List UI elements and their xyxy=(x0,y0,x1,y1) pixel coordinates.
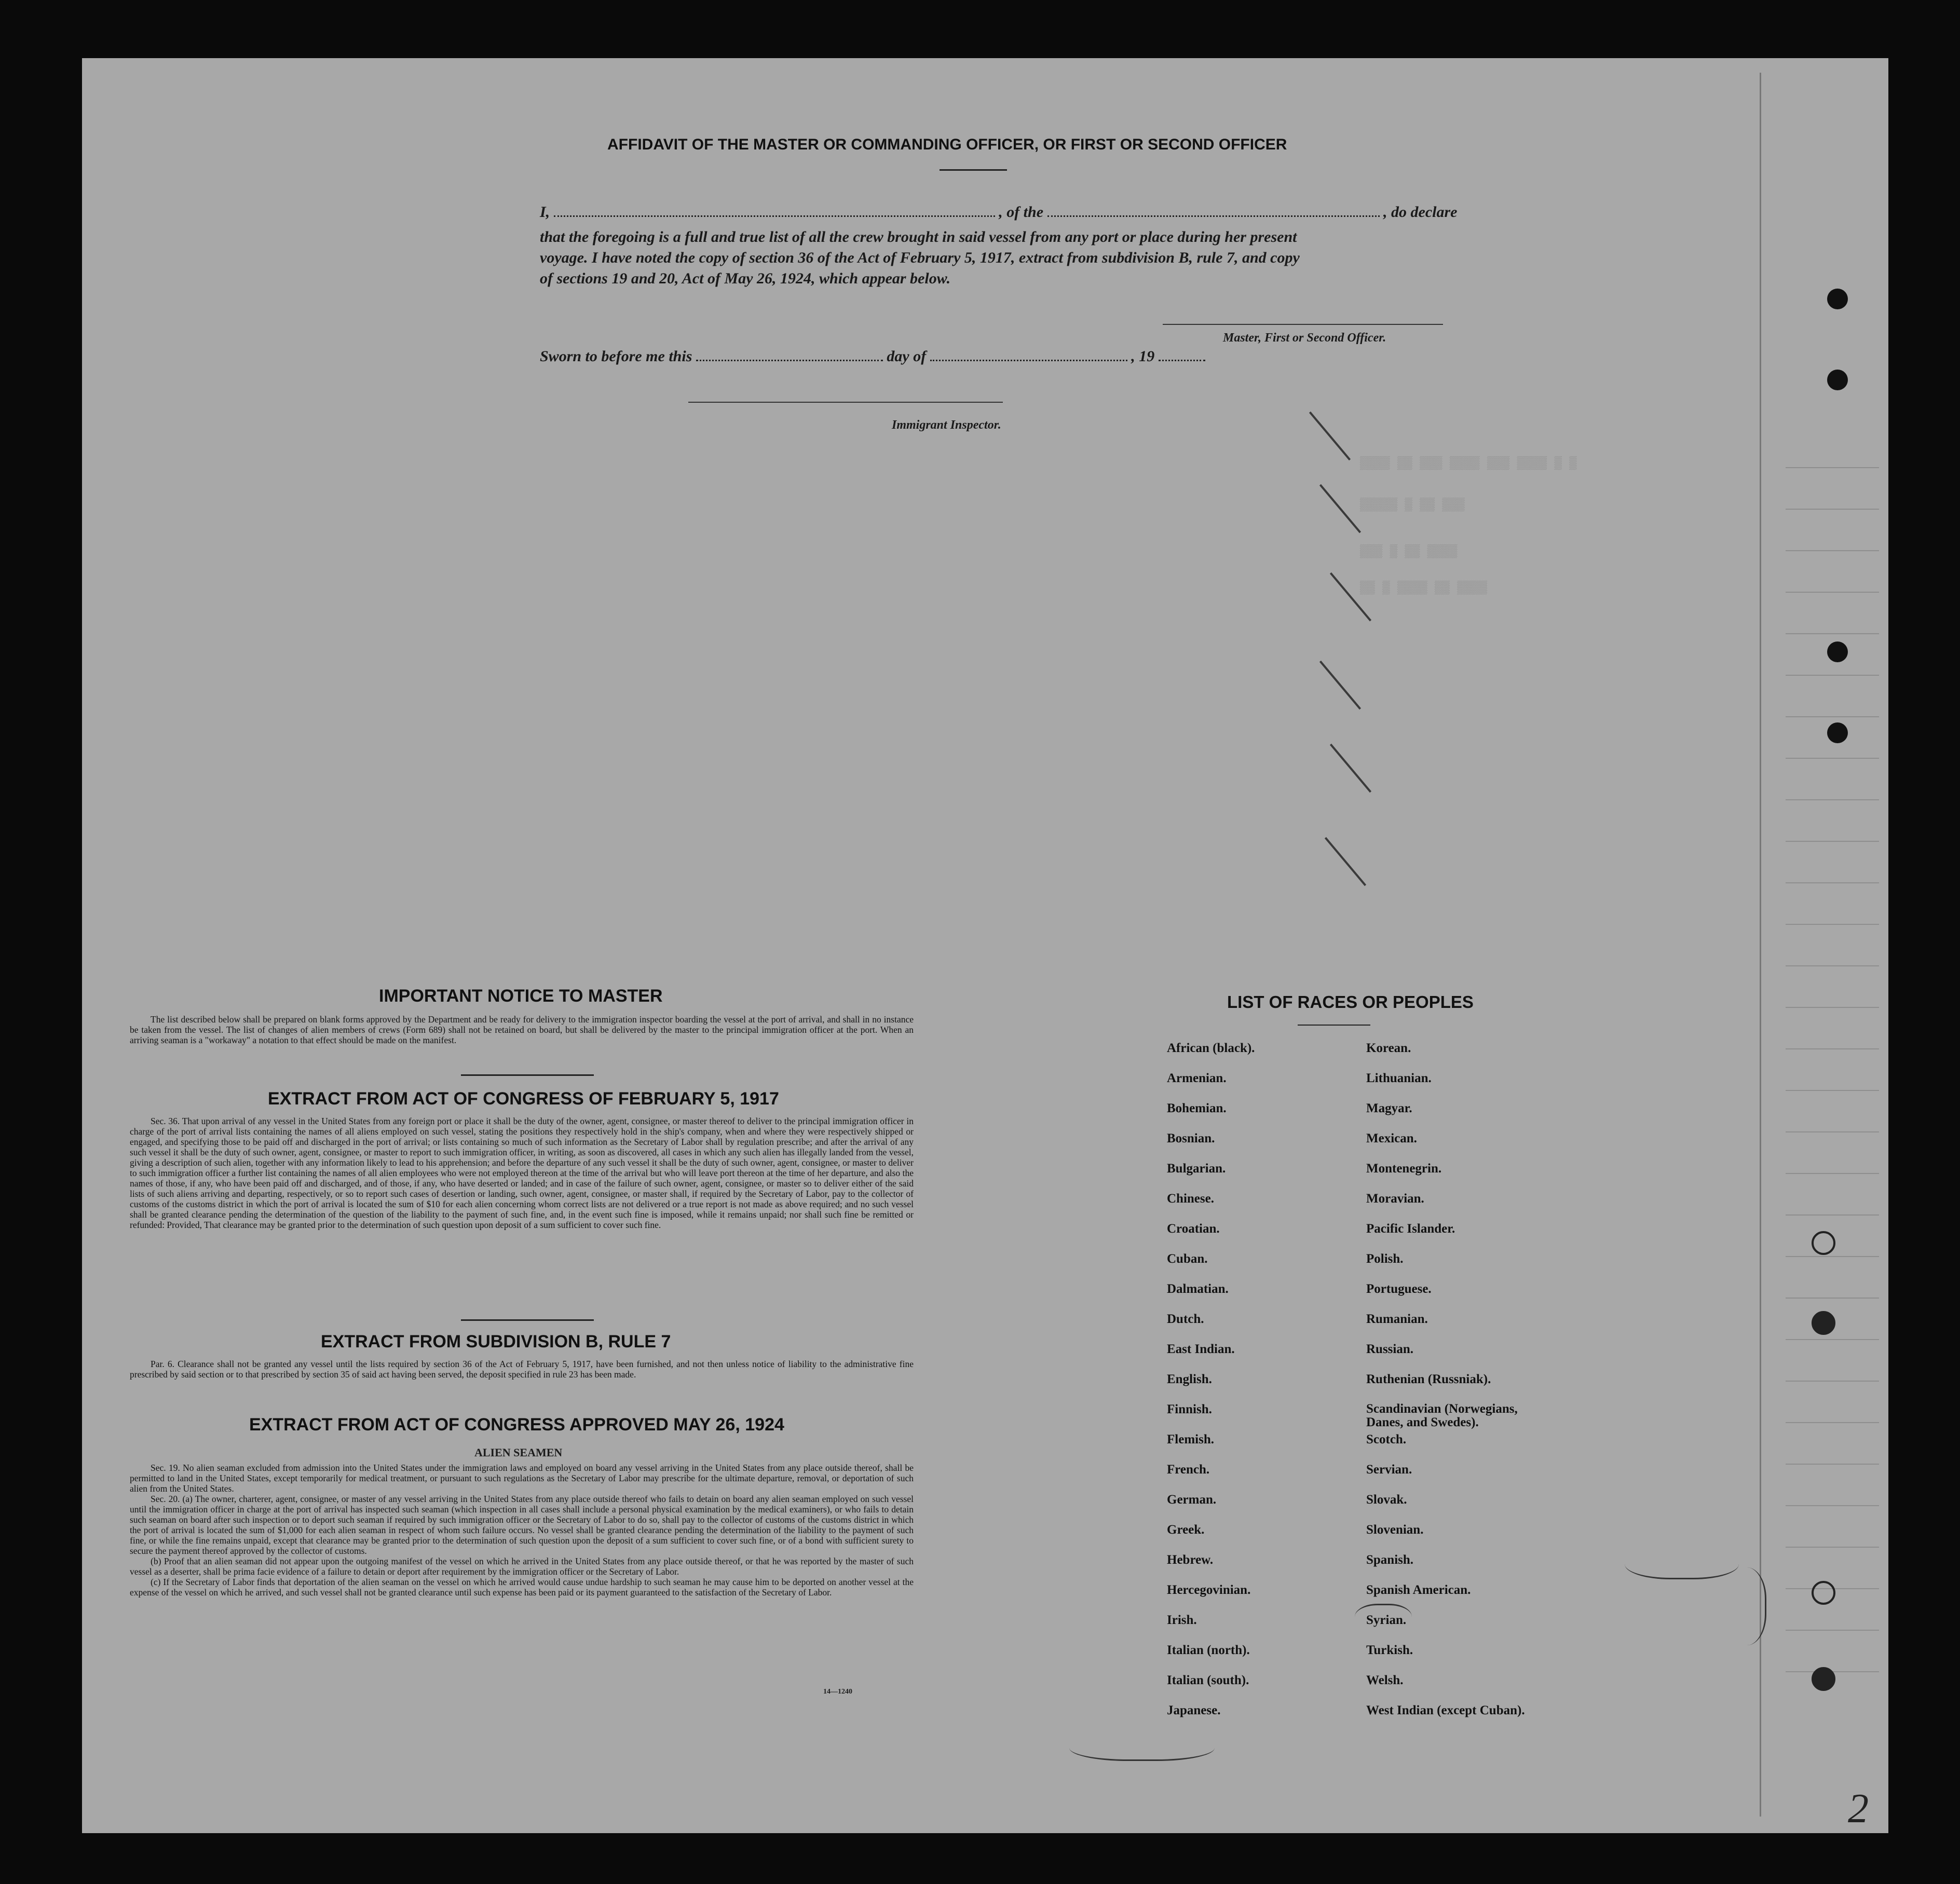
bleed-through-text: ▒▒▒▒▒ ▒ ▒▒ ▒▒▒ xyxy=(1360,498,1465,512)
margin-rule xyxy=(1786,841,1879,842)
margin-rule xyxy=(1786,758,1879,759)
race-item: Dutch. xyxy=(1167,1312,1204,1326)
form-number: 14—1240 xyxy=(823,1688,852,1696)
race-item: Italian (south). xyxy=(1167,1673,1249,1687)
signature-label: Master, First or Second Officer. xyxy=(1223,331,1386,345)
punch-hole xyxy=(1827,722,1848,743)
sworn-prefix: Sworn to before me this xyxy=(540,348,692,365)
race-item: Spanish. xyxy=(1366,1553,1414,1567)
punch-hole-ring xyxy=(1812,1581,1835,1605)
margin-rule xyxy=(1786,716,1879,717)
race-item: Ruthenian (Russniak). xyxy=(1366,1372,1491,1386)
punch-hole xyxy=(1827,289,1848,309)
sworn-line xyxy=(540,347,1205,366)
inspector-signature-line[interactable] xyxy=(688,402,1003,403)
margin-rule xyxy=(1786,799,1879,800)
signature-line[interactable] xyxy=(1163,324,1443,325)
extract-1917-text xyxy=(130,1116,914,1230)
margin-rule xyxy=(1786,592,1879,593)
margin-rule xyxy=(1786,1214,1879,1216)
margin-rule xyxy=(1786,1007,1879,1008)
margin-rule xyxy=(1786,1339,1879,1340)
extract-1924-title: EXTRACT FROM ACT OF CONGRESS APPROVED MAY 26, 1924 xyxy=(249,1415,784,1435)
race-item: Montenegrin. xyxy=(1366,1162,1442,1176)
margin-rule xyxy=(1786,1131,1879,1132)
pencil-mark xyxy=(1355,1604,1412,1636)
race-item: Syrian. xyxy=(1366,1613,1407,1627)
margin-rule xyxy=(1786,1256,1879,1257)
handwritten-page-mark: 2 xyxy=(1848,1786,1869,1832)
punch-hole-ring xyxy=(1812,1231,1835,1255)
notice-paragraph: The list described below shall be prepared on blank forms approved by the Department and be ready for delivery to the immigration inspector boarding the vessel at the port of arrival, and shall in no instance be taken from the vessel. The list of changes of alien members of crews (Form 689) shall not be retained on board, but shall be delivered by the master to the principal immigration officer at the port. When an arriving seaman is a "workaway" a notation to that effect should be made on the manifest. xyxy=(130,1014,914,1045)
affidavit-do-declare: , do declare xyxy=(1383,203,1458,221)
race-item: Lithuanian. xyxy=(1366,1071,1432,1085)
margin-rule xyxy=(1786,1547,1879,1548)
pencil-mark xyxy=(1069,1728,1215,1761)
bleed-through-text: ▒▒▒ ▒ ▒▒ ▒▒▒▒ xyxy=(1360,545,1458,559)
margin-rule xyxy=(1786,1381,1879,1382)
race-item: Portuguese. xyxy=(1366,1282,1432,1296)
margin-rule xyxy=(1786,1464,1879,1465)
affidavit-declaration xyxy=(540,202,1490,222)
race-item: Croatian. xyxy=(1167,1222,1220,1236)
race-item: Chinese. xyxy=(1167,1192,1214,1206)
notice-title: IMPORTANT NOTICE TO MASTER xyxy=(379,986,663,1006)
affidavit-of-the: , of the xyxy=(999,203,1044,221)
section-rule xyxy=(461,1319,594,1321)
race-item: Scandinavian (Norwegians, Danes, and Swedes). xyxy=(1366,1402,1518,1429)
race-item: Greek. xyxy=(1167,1523,1205,1537)
section-20c-paragraph: (c) If the Secretary of Labor finds that deportation of the alien seaman on the vessel on which he arrived would cause undue hardship to such seaman he may cause him to be deported on another vessel at the expense of the vessel on which he arrived, and such vessel shall not be granted clearance until such expense has been paid or its payment guaranteed to the satisfaction of the Secretary of Labor. xyxy=(130,1577,914,1598)
margin-rule xyxy=(1786,1298,1879,1299)
margin-rule xyxy=(1786,550,1879,551)
margin-rule xyxy=(1786,633,1879,634)
race-item: Armenian. xyxy=(1167,1071,1227,1085)
affidavit-title: AFFIDAVIT OF THE MASTER OR COMMANDING OFFICER, OR FIRST OR SECOND OFFICER xyxy=(607,136,1287,153)
race-item: Bulgarian. xyxy=(1167,1162,1226,1176)
race-item: African (black). xyxy=(1167,1041,1255,1055)
section-19-paragraph: Sec. 19. No alien seaman excluded from admission into the United States under the immigration laws and employed on board any vessel arriving in the United States from any place outside thereof, shall be permitted to land in the United States, except temporarily for medical treatment, or pursuant to such regulations as the Secretary of Labor may prescribe for the ultimate departure, removal, or deportation of such alien from the United States. xyxy=(130,1463,914,1494)
section-rule xyxy=(461,1074,594,1076)
master-name-field[interactable] xyxy=(554,215,995,217)
punch-hole-ring xyxy=(1812,1311,1835,1335)
race-item: Cuban. xyxy=(1167,1252,1208,1266)
inspector-label: Immigrant Inspector. xyxy=(892,418,1001,432)
race-item: Moravian. xyxy=(1366,1192,1424,1206)
notice-text xyxy=(130,1014,914,1045)
race-item: Korean. xyxy=(1366,1041,1411,1055)
sworn-year-field[interactable] xyxy=(1159,360,1205,361)
extract-1917-paragraph: Sec. 36. That upon arrival of any vessel in the United States from any foreign port or place it shall be the duty of the owner, agent, consignee, or master thereof to deliver to the principal immigration officer in charge of the port of arrival lists containing the names of all aliens employed on such vessel, stating the positions they respectively hold in the ship's company, when and where they were respectively shipped or engaged, and specifying those to be paid off and discharged in the port of arrival; or lists containing so much of such information as the Secretary of Labor shall by regulation prescribe; and after the arrival of any such vessel it shall be the duty of such owner, agent, consignee, or master to report to such immigration officer, in writing, as soon as discovered, all cases in which any such alien has illegally landed from the vessel, giving a description of such alien, together with any information likely to lead to his apprehension; and before the departure of any such vessel it shall be the duty of such owner, agent, consignee, or master to deliver to such immigration officer a further list containing the names of all alien employees who were not employed thereon at the time of the arrival but who will leave port thereon at the time of her departure, and also the names of those, if any, who have been paid off and discharged, and of those, if any, who have deserted or landed; and in case of the failure of such owner, agent, consignee, or master so to deliver either of the said lists of such aliens arriving and departing, respectively, or so to report such cases of desertion or landing, such owner, agent, consignee, or master shall, if required by the Secretary of Labor, pay to the collector of customs of the customs district in which the port of arrival is located the sum of $10 for each alien concerning whom correct lists are not delivered or a true report is not made as above required; and no such vessel shall be granted clearance pending the determination of the question of the liability to the payment of such fine, and, in the event such fine is imposed, while it remains unpaid; nor shall such fine be remitted or refunded: Provided, That clearance may be granted prior to the determination of such question upon deposit of a sum sufficient to cover such fine. xyxy=(130,1116,914,1230)
race-item: Japanese. xyxy=(1167,1703,1221,1717)
margin-rule xyxy=(1786,467,1879,468)
adjacent-page-edge xyxy=(1760,73,1875,1817)
race-item: French. xyxy=(1167,1463,1210,1477)
affidavit-i: I, xyxy=(540,203,550,221)
extract-1924-text xyxy=(130,1463,914,1598)
race-item: Hebrew. xyxy=(1167,1553,1214,1567)
race-item: Rumanian. xyxy=(1366,1312,1428,1326)
race-item: Servian. xyxy=(1366,1463,1412,1477)
race-item: Spanish American. xyxy=(1366,1583,1471,1597)
race-item: Bohemian. xyxy=(1167,1101,1227,1115)
punch-hole xyxy=(1827,370,1848,390)
section-20b-paragraph: (b) Proof that an alien seaman did not appear upon the outgoing manifest of the vessel on which he arrived in the United States from any place outside thereof, or that he was reported by the master of such vessel as a deserter, shall be prima facie evidence of a failure to detain or deport after requirement by the immigration officer or the Secretary of Labor. xyxy=(130,1556,914,1577)
race-item: Welsh. xyxy=(1366,1673,1404,1687)
margin-rule xyxy=(1786,1090,1879,1091)
margin-rule xyxy=(1786,965,1879,966)
race-item: Turkish. xyxy=(1366,1643,1413,1657)
margin-rule xyxy=(1786,1505,1879,1506)
race-item: Irish. xyxy=(1167,1613,1197,1627)
race-item: Slovenian. xyxy=(1366,1523,1424,1537)
affidavit-body-line3: voyage. I have noted the copy of section 36 of the Act of February 5, 1917, extract from subdivision B, rule 7, and copy xyxy=(540,249,1300,266)
race-item: Polish. xyxy=(1366,1252,1404,1266)
margin-rule xyxy=(1786,675,1879,676)
sworn-year: , 19 xyxy=(1131,348,1155,365)
extract-1917-title: EXTRACT FROM ACT OF CONGRESS OF FEBRUARY 5, 1917 xyxy=(268,1089,779,1109)
vessel-name-field[interactable] xyxy=(1047,215,1380,217)
race-item: Mexican. xyxy=(1366,1131,1417,1145)
section-rule xyxy=(1298,1025,1370,1026)
race-item: Slovak. xyxy=(1366,1493,1407,1507)
extract-rule7-paragraph: Par. 6. Clearance shall not be granted any vessel until the lists required by section 36 of the Act of February 5, 1917, have been furnished, and not then unless notice of liability to the administrative fine prescribed by said section or to that prescribed by section 35 of said act having been served, the deposit specified in rule 23 has been made. xyxy=(130,1359,914,1380)
race-item: Finnish. xyxy=(1167,1402,1212,1416)
race-item: Scotch. xyxy=(1366,1432,1407,1446)
title-rule xyxy=(940,169,1007,171)
race-item: Italian (north). xyxy=(1167,1643,1250,1657)
race-item: Flemish. xyxy=(1167,1432,1214,1446)
race-item: Russian. xyxy=(1366,1342,1414,1356)
race-item: English. xyxy=(1167,1372,1212,1386)
race-item: Pacific Islander. xyxy=(1366,1222,1455,1236)
race-item: West Indian (except Cuban). xyxy=(1366,1703,1525,1717)
bleed-through-text: ▒▒ ▒ ▒▒▒▒ ▒▒ ▒▒▒▒ xyxy=(1360,581,1487,595)
margin-rule xyxy=(1786,509,1879,510)
affidavit-body-line2: that the foregoing is a full and true list of all the crew brought in said vessel from any port or place during her present xyxy=(540,228,1297,245)
sworn-day-of: day of xyxy=(887,348,927,365)
extract-rule7-text xyxy=(130,1359,914,1380)
race-item: Bosnian. xyxy=(1167,1131,1215,1145)
punch-hole xyxy=(1827,641,1848,662)
pencil-mark xyxy=(1718,1567,1766,1645)
extract-rule7-title: EXTRACT FROM SUBDIVISION B, RULE 7 xyxy=(321,1332,671,1351)
race-item: German. xyxy=(1167,1493,1217,1507)
race-item: Dalmatian. xyxy=(1167,1282,1229,1296)
extract-1924-subtitle: ALIEN SEAMEN xyxy=(474,1446,563,1459)
margin-rule xyxy=(1786,1630,1879,1631)
section-20a-paragraph: Sec. 20. (a) The owner, charterer, agent, consignee, or master of any vessel arriving in the United States from any place outside thereof who fails to detain on board any alien seaman employed on such vessel until the immigration officer in charge at the port of arrival has inspected such seaman (which inspection in all cases shall include a personal physical examination by the medical examiners), or who fails to detain such seaman on board after such inspection or to deport such seaman if required by such immigration officer or the Secretary of Labor to do so, shall pay to the collector of customs of the customs district in which the port of arrival is located the sum of $1,000 for each alien seaman in respect of whom such failure occurs. No vessel shall be granted clearance pending the determination of the liability to the payment of such fine, or while the fine remains unpaid, except that clearance may be granted prior to the determination of such question upon the deposit of a sum sufficient to cover such fine, or of a bond with sufficient surety to secure the payment thereof approved by the collector of customs. xyxy=(130,1494,914,1556)
margin-rule xyxy=(1786,1048,1879,1049)
bleed-through-text: ▒▒▒▒ ▒▒ ▒▒▒ ▒▒▒▒ ▒▒▒ ▒▒▒▒ ▒ ▒ xyxy=(1360,457,1577,471)
race-item: East Indian. xyxy=(1167,1342,1235,1356)
races-title: LIST OF RACES OR PEOPLES xyxy=(1227,992,1474,1012)
sworn-day-field[interactable] xyxy=(696,360,883,361)
affidavit-body-line4: of sections 19 and 20, Act of May 26, 1924, which appear below. xyxy=(540,270,951,287)
sworn-month-field[interactable] xyxy=(930,360,1127,361)
punch-hole-ring xyxy=(1812,1667,1835,1691)
race-item: Hercegovinian. xyxy=(1167,1583,1251,1597)
race-item: Magyar. xyxy=(1366,1101,1412,1115)
pencil-mark xyxy=(1625,1541,1739,1579)
margin-rule xyxy=(1786,882,1879,883)
margin-rule xyxy=(1786,924,1879,925)
margin-rule xyxy=(1786,1422,1879,1423)
margin-rule xyxy=(1786,1173,1879,1174)
